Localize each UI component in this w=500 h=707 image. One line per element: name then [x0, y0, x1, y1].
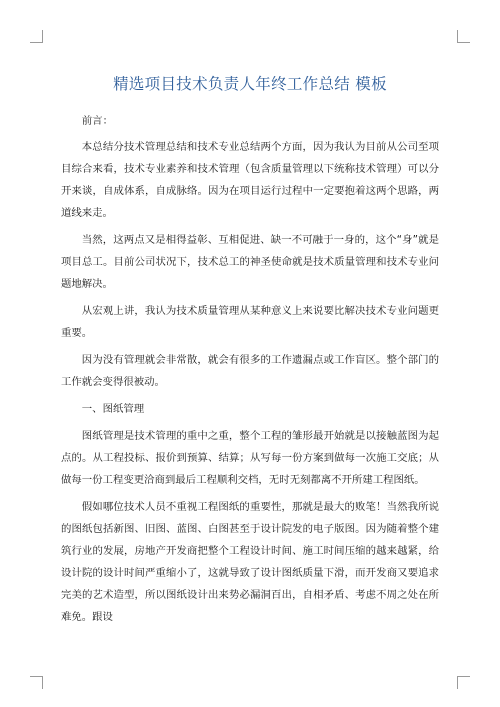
- paragraph: 假如哪位技术人员不重视工程图纸的重要性，那就是最大的败笔！当然我所说的图纸包括新图、旧图、蓝图、白图甚至于设计院发的电子版图。因为随着整个建筑行业的发展，房地产开发商把整个工程设计时间、施工时间压缩的越来越紧，给设计院的设计时间严重缩小了，这就导致了设计图纸质量下滑，而开发商又要追求完美的艺术造型，所以图纸设计出来势必漏洞百出，自相矛盾、考虑不周之处在所难免。跟设: [61, 501, 439, 623]
- paragraph: 从宏观上讲，我认为技术质量管理从某种意义上来说要比解决技术专业问题更重要。: [61, 305, 439, 339]
- paragraph: 图纸管理是技术管理的重中之重，整个工程的雏形最开始就是以接触蓝图为起点的。从工程投标、报价到预算、结算；从写每一份方案到做每一次施工交底；从做每一份工程变更洽商到最后工程顺利交档，无时无刻都离不开所建工程图纸。: [61, 430, 439, 486]
- paragraph: 本总结分技术管理总结和技术专业总结两个方面，因为我认为目前从公司至项目综合来看，技术专业素养和技术管理（包含质量管理以下统称技术管理）可以分开来谈，自成体系，自成脉络。因为在项目运行过程中一定要抱着这两个思路，两道线来走。: [61, 141, 439, 219]
- crop-mark-top-right: [457, 30, 470, 43]
- crop-mark-top-left: [30, 30, 43, 43]
- document-title: 精选项目技术负责人年终工作总结 模板: [113, 75, 387, 94]
- crop-mark-bottom-right: [457, 676, 470, 689]
- preface-label: 前言：: [81, 115, 113, 127]
- paragraph: 当然，这两点又是相得益彰、互相促进、缺一不可融于一身的，这个“身”就是项目总工。目前公司状况下，技术总工的神圣使命就是技术质量管理和技术专业问题地解决。: [61, 234, 439, 290]
- paragraph: 因为没有管理就会非常散，就会有很多的工作遗漏点或工作盲区。整个部门的工作就会变得很被动。: [61, 354, 439, 388]
- document-body: [61, 110, 439, 633]
- crop-mark-bottom-left: [30, 676, 43, 689]
- section-heading: 一、图纸管理: [81, 403, 145, 415]
